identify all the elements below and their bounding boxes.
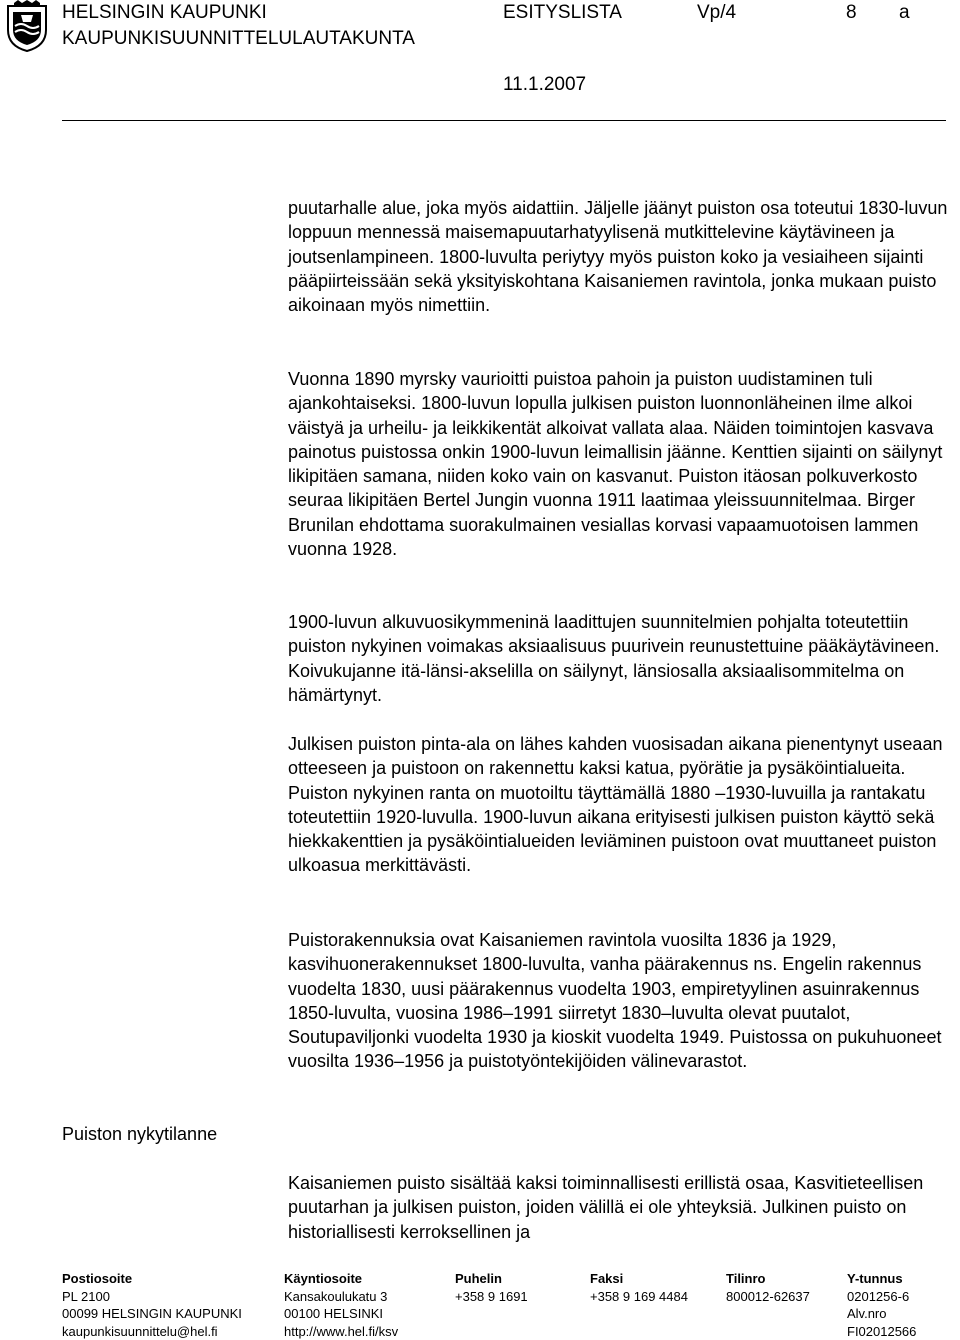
paragraph-6: Kaisaniemen puisto sisältää kaksi toiminnallisesti erillistä osaa, Kasvitieteellisen puutarhan ja julkisen puiston, joiden välillä ei ole yhteyksiä. Julkinen puisto on historiallisesti kerroksellinen ja bbox=[288, 1171, 948, 1244]
paragraph-5: Puistorakennuksia ovat Kaisaniemen ravintola vuosilta 1836 ja 1929, kasvihuonerakennukset 1800-luvulta, vanha päärakennus ns. Engelin rakennus vuodelta 1830, uusi päärakennus vuodelta 1903, empiretyylinen asuinrakennus 1850-luvulta, vuosina 1986–1991 siirretyt 1830–luvulta olevat puutalot, Soutupaviljonki vuodelta 1930 ja kioskit vuodelta 1949. Puistossa on pukuhuoneet vuosilta 1936–1956 ja puistotyöntekijöiden välinevarastot. bbox=[288, 928, 948, 1074]
paragraph-2: Vuonna 1890 myrsky vaurioitti puistoa pahoin ja puiston uudistaminen tuli ajankohtaiseksi. 1800-luvun lopulla julkisen puiston luonnonläheinen ilme alkoi väistyä ja urheilu- ja leikkikentät alkoivat vallata alaa. Näiden toimintojen kasvava painotus puistossa onkin 1900-luvun leimallisin jäänne. Kenttien sijainti on säilynyt likipitäen samana, niiden koko vain on kasvanut. Puiston itäosan polkuverkosto seuraa likipitäen Bertel Jungin vuonna 1911 laatimaa yleissuunnitelmaa. Birger Brunilan ehdottama suorakulmainen vesiallas korvasi vapaamuotoisen lammen vuonna 1928. bbox=[288, 367, 948, 561]
document-date: 11.1.2007 bbox=[503, 72, 586, 98]
paragraph-3: 1900-luvun alkuvuosikymmeninä laadittujen suunnitelmien pohjalta toteutettiin puiston nykyinen voimakas aksiaalisuus puurivein reunustettuine pääkäytävineen. Koivukujanne itä-länsi-akselilla on säilynyt, länsiosalla aksiaalisommitelma on hämärtynyt. bbox=[288, 610, 948, 707]
agenda-item: Vp/4 bbox=[697, 0, 736, 26]
footer-postal: Postiosoite PL 2100 00099 HELSINGIN KAUPUNKI kaupunkisuunnittelu@hel.fi bbox=[62, 1270, 242, 1340]
section-heading: Puiston nykytilanne bbox=[62, 1122, 217, 1146]
footer-fax: Faksi +358 9 169 4484 bbox=[590, 1270, 688, 1305]
footer-account: Tilinro 800012-62637 bbox=[726, 1270, 810, 1305]
paragraph-1: puutarhalle alue, joka myös aidattiin. Jäljelle jäänyt puiston osa toteutui 1830-luvun loppuun mennessä maisemapuutarhatyylisenä mutkittelevine käytävineen ja joutsenlampineen. 1800-luvulta periytyy myös puiston koko ja vesiaiheen sijainti pääpiirteissään sekä yksityiskohtana Kaisaniemen ravintola, jonka mukaan puisto aikoinaan myös nimettiin. bbox=[288, 196, 948, 317]
org-committee: KAUPUNKISUUNNITTELULAUTAKUNTA bbox=[62, 26, 415, 52]
footer-business-id: Y-tunnus 0201256-6 Alv.nro FI02012566 bbox=[847, 1270, 916, 1340]
org-name: HELSINGIN KAUPUNKI bbox=[62, 0, 267, 26]
email-link[interactable]: kaupunkisuunnittelu@hel.fi bbox=[62, 1323, 242, 1340]
header-divider bbox=[62, 120, 946, 121]
helsinki-crest-logo bbox=[4, 0, 50, 52]
website-link[interactable]: http://www.hel.fi/ksv bbox=[284, 1323, 398, 1340]
doc-type: ESITYSLISTA bbox=[503, 0, 622, 26]
footer-visit: Käyntiosoite Kansakoulukatu 3 00100 HELSINKI http://www.hel.fi/ksv bbox=[284, 1270, 398, 1340]
paragraph-4: Julkisen puiston pinta-ala on lähes kahden vuosisadan aikana pienentynyt useaan otteeseen ja puistoon on rakennettu kaksi katua, pyörätie ja pysäköintialueita. Puiston nykyinen ranta on muotoiltu täyttämällä 1880 –1930-luvuilla ja rantakatu toteutettiin 1920-luvulla. 1900-luvun aikana erityisesti julkisen puiston käyttö sekä hiekkakenttien ja pysäköintialueiden leviäminen puistoon ovat muuttaneet puiston ulkoasua merkittävästi. bbox=[288, 732, 948, 878]
page-number: 8 bbox=[846, 0, 857, 26]
footer-phone: Puhelin +358 9 1691 bbox=[455, 1270, 528, 1305]
page-suffix: a bbox=[899, 0, 910, 26]
